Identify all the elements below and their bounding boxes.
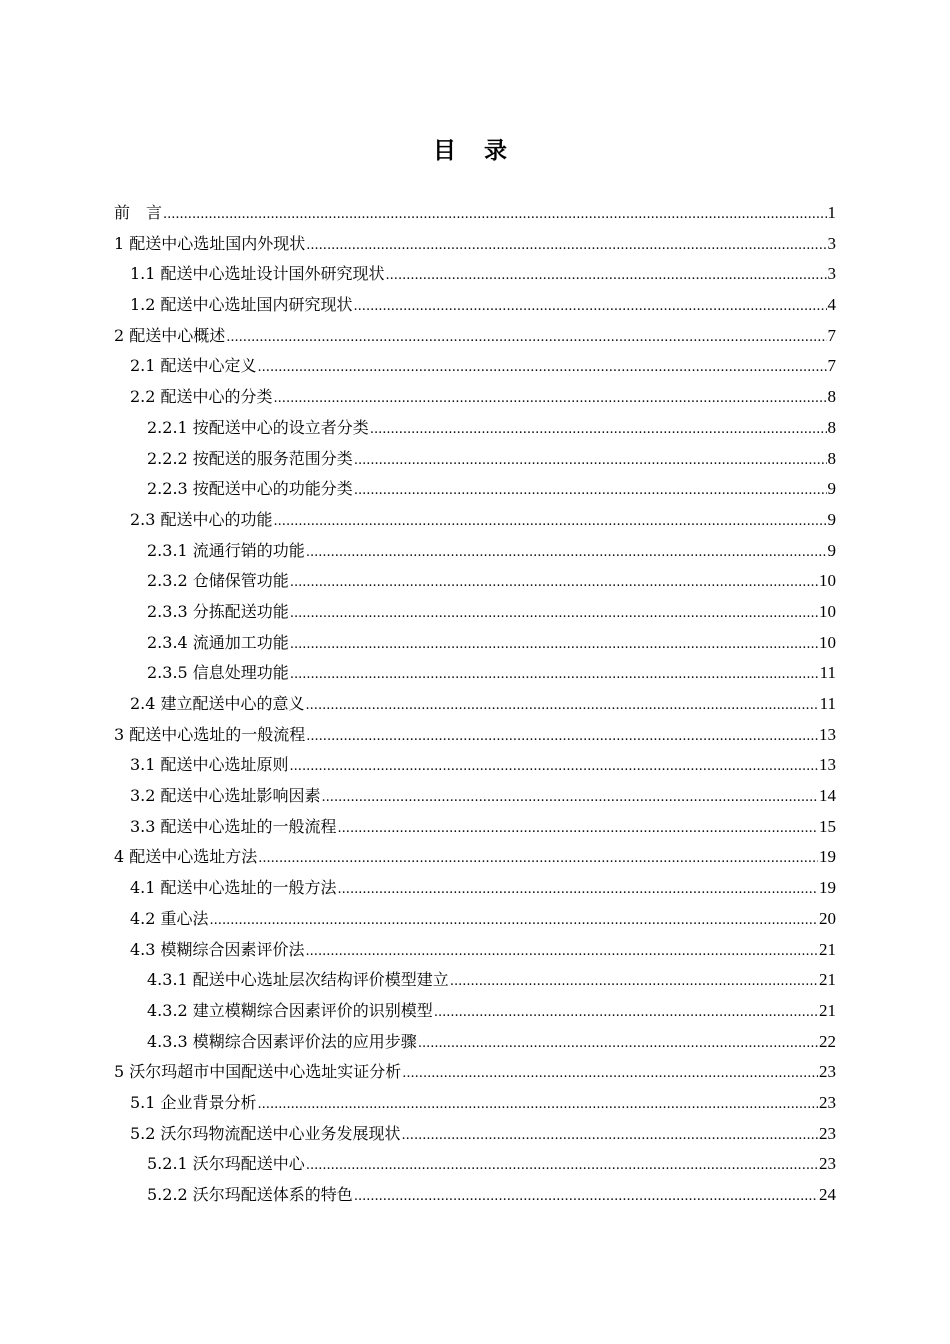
toc-dot-leader [163,200,826,231]
toc-dot-leader [338,814,818,845]
toc-entry[interactable] [114,842,836,873]
toc-page-number: 7 [827,325,836,345]
toc-entry[interactable] [114,536,836,567]
toc-page-number: 23 [819,1062,836,1082]
toc-page-number: 8 [827,448,836,468]
toc-page-number: 9 [827,540,836,560]
toc-entry-title: 1.1 配送中心选址设计国外研究现状 [130,264,385,284]
toc-dot-leader [418,1029,818,1060]
toc-entry[interactable] [114,1088,836,1119]
toc-list [114,198,836,1211]
toc-entry[interactable] [114,935,836,966]
toc-dot-leader [290,630,818,661]
toc-entry[interactable] [114,873,836,904]
toc-entry[interactable] [114,720,836,751]
toc-page-number: 13 [819,755,836,775]
toc-page-number: 21 [819,970,836,990]
toc-dot-leader [402,1059,818,1090]
toc-page-number: 10 [819,632,836,652]
toc-dot-leader [338,875,818,906]
toc-dot-leader [258,353,827,384]
toc-entry[interactable] [114,1027,836,1058]
toc-entry[interactable] [114,750,836,781]
toc-entry[interactable] [114,1119,836,1150]
toc-entry-title: 5 沃尔玛超市中国配送中心选址实证分析 [114,1062,402,1082]
toc-entry-title: 5.2.2 沃尔玛配送体系的特色 [147,1185,353,1204]
toc-dot-leader [274,384,827,415]
toc-page-number: 11 [819,694,836,713]
toc-entry[interactable] [114,382,836,413]
toc-entry-title: 3 配送中心选址的一般流程 [114,724,306,744]
toc-page-number: 19 [819,878,836,898]
toc-page-number: 14 [819,786,836,806]
toc-page-number: 20 [819,908,836,928]
toc-entry-title: 2.3.4 流通加工功能 [147,632,289,652]
toc-dot-leader [274,507,827,538]
toc-page-number: 8 [827,387,836,407]
toc-page-number: 23 [819,1123,836,1143]
toc-dot-leader [258,844,818,875]
toc-page-number: 3 [827,264,836,284]
toc-dot-leader [306,937,818,968]
toc-dot-leader [354,446,827,477]
toc-entry-title: 4.3 模糊综合因素评价法 [130,939,305,959]
toc-entry-title: 2.3.1 流通行销的功能 [147,540,305,560]
toc-entry[interactable] [114,351,836,382]
toc-page-number: 3 [827,233,836,253]
toc-entry-title: 4.1 配送中心选址的一般方法 [130,878,337,898]
toc-entry-title: 3.2 配送中心选址影响因素 [130,786,321,806]
toc-entry-title: 4.3.2 建立模糊综合因素评价的识别模型 [147,1000,433,1020]
toc-dot-leader [322,783,818,814]
toc-dot-leader [370,415,827,446]
toc-dot-leader [258,1090,818,1121]
toc-entry[interactable] [114,904,836,935]
toc-page-number: 8 [827,417,836,437]
toc-dot-leader [386,261,827,292]
toc-page-number: 10 [819,601,836,621]
toc-entry-title: 2.3.2 仓储保管功能 [147,571,289,591]
toc-entry-title: 4.2 重心法 [130,908,209,928]
toc-entry[interactable] [114,259,836,290]
toc-dot-leader [402,1121,818,1152]
toc-dot-leader [306,722,818,753]
toc-entry-title: 4.3.1 配送中心选址层次结构评价模型建立 [147,970,449,990]
toc-page-number: 9 [827,509,836,529]
toc-entry[interactable] [114,996,836,1027]
toc-entry-title: 1 配送中心选址国内外现状 [114,233,306,253]
toc-page-number: 21 [819,939,836,959]
toc-entry-title: 4 配送中心选址方法 [114,847,258,867]
toc-entry[interactable] [114,290,836,321]
toc-dot-leader [450,967,818,998]
toc-entry[interactable] [114,628,836,659]
toc-entry[interactable] [114,597,836,628]
toc-entry-title: 5.2 沃尔玛物流配送中心业务发展现状 [130,1123,401,1143]
toc-dot-leader [354,1182,818,1213]
toc-entry[interactable] [114,321,836,352]
toc-entry-title: 5.2.1 沃尔玛配送中心 [147,1154,305,1174]
toc-entry-title: 4.3.3 模糊综合因素评价法的应用步骤 [147,1031,417,1051]
toc-page-number: 21 [819,1000,836,1020]
toc-entry[interactable] [114,689,836,720]
toc-dot-leader [306,538,827,569]
toc-title: 目 录 [432,138,517,164]
toc-page-number: 13 [819,724,836,744]
toc-entry[interactable] [114,566,836,597]
toc-entry-title: 1.2 配送中心选址国内研究现状 [130,295,353,315]
toc-page-number: 11 [819,663,836,683]
toc-page-number: 4 [827,295,836,315]
toc-entry[interactable] [114,1149,836,1180]
toc-entry-title: 2.4 建立配送中心的意义 [130,694,305,713]
toc-entry[interactable] [114,198,836,229]
toc-entry-title: 3.3 配送中心选址的一般流程 [130,816,337,836]
toc-page-number: 22 [819,1031,836,1051]
toc-dot-leader [290,599,818,630]
toc-entry[interactable] [114,229,836,260]
toc-entry[interactable] [114,812,836,843]
toc-page-number: 15 [819,816,836,836]
toc-page-number: 23 [819,1154,836,1174]
toc-page-number: 1 [827,203,836,222]
toc-entry-title: 2.1 配送中心定义 [130,356,257,376]
toc-entry-title: 3.1 配送中心选址原则 [130,755,289,775]
toc-entry[interactable] [114,1180,836,1211]
toc-entry-title: 2.3.3 分拣配送功能 [147,601,289,621]
toc-entry[interactable] [114,658,836,689]
toc-dot-leader [306,1151,818,1182]
toc-entry-title: 2 配送中心概述 [114,325,226,345]
toc-page-number: 24 [819,1185,836,1204]
toc-page-number: 9 [827,479,836,499]
toc-dot-leader [306,691,819,722]
toc-dot-leader [434,998,818,1029]
toc-dot-leader [290,752,818,783]
toc-entry[interactable] [114,505,836,536]
toc-entry[interactable] [114,1057,836,1088]
toc-entry-title: 2.2.1 按配送中心的设立者分类 [147,417,369,437]
toc-dot-leader [290,660,819,691]
toc-page-number: 19 [819,847,836,867]
toc-entry[interactable] [114,781,836,812]
toc-page-number: 7 [827,356,836,376]
toc-entry-title: 前 言 [114,203,163,222]
toc-entry-title: 2.2.2 按配送的服务范围分类 [147,448,353,468]
toc-entry[interactable] [114,474,836,505]
toc-dot-leader [290,568,818,599]
toc-page-number: 10 [819,571,836,591]
toc-dot-leader [226,323,826,354]
toc-dot-leader [354,292,827,323]
toc-page-number: 23 [819,1092,836,1112]
toc-entry-title: 2.2 配送中心的分类 [130,387,273,407]
toc-dot-leader [210,906,818,937]
toc-entry-title: 5.1 企业背景分析 [130,1092,257,1112]
toc-entry[interactable] [114,965,836,996]
toc-dot-leader [354,476,827,507]
toc-entry-title: 2.2.3 按配送中心的功能分类 [147,479,353,499]
toc-entry-title: 2.3 配送中心的功能 [130,509,273,529]
toc-entry[interactable] [114,413,836,444]
toc-dot-leader [306,231,826,262]
toc-entry-title: 2.3.5 信息处理功能 [147,663,289,683]
toc-entry[interactable] [114,444,836,475]
